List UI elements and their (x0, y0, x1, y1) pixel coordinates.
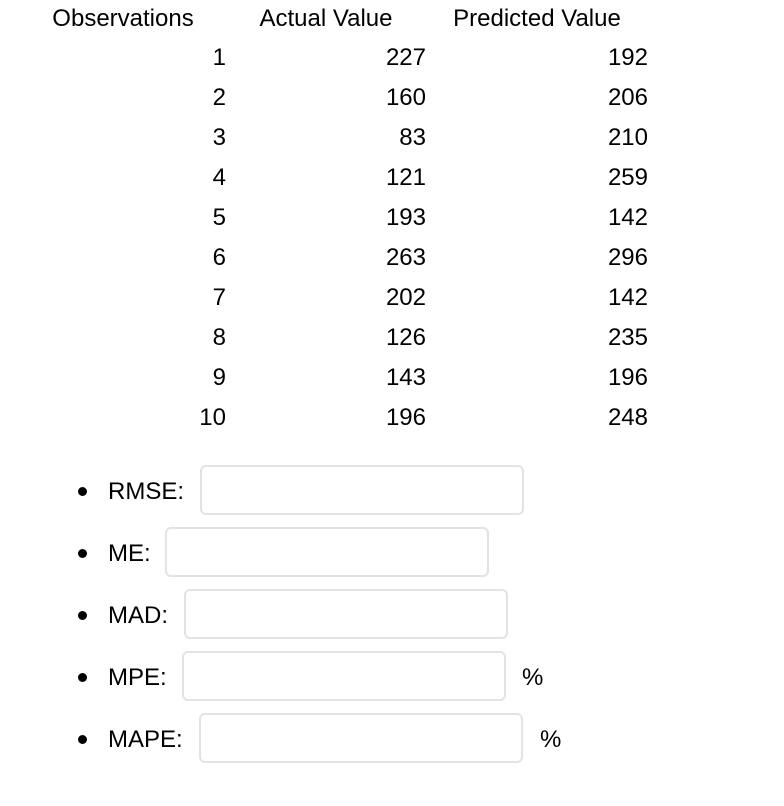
predicted-value: 248 (607, 404, 648, 431)
table-row (20, 118, 648, 158)
observation-number: 10 (199, 404, 226, 431)
mad-input[interactable] (184, 589, 508, 639)
predicted-value: 196 (607, 364, 648, 391)
actual-value: 263 (385, 244, 426, 271)
mpe-percent-unit: % (522, 664, 544, 691)
observation-number: 5 (212, 204, 226, 231)
actual-value: 196 (385, 404, 426, 431)
column-header-actual-value: Actual Value (259, 5, 393, 32)
mpe-label: MPE: (108, 664, 167, 691)
table-row (20, 398, 648, 438)
table-row (20, 318, 648, 358)
actual-value: 193 (385, 204, 426, 231)
observation-number: 9 (212, 364, 226, 391)
predicted-value: 142 (607, 204, 648, 231)
observations-table (20, 0, 648, 438)
mape-input[interactable] (199, 713, 523, 763)
mape-label: MAPE: (108, 726, 183, 753)
observation-number: 8 (212, 324, 226, 351)
observation-number: 6 (212, 244, 226, 271)
rmse-label: RMSE: (108, 478, 185, 505)
predicted-value: 235 (607, 324, 648, 351)
bullet-icon (78, 487, 87, 496)
predicted-value: 210 (607, 124, 648, 151)
table-row (20, 278, 648, 318)
predicted-value: 259 (607, 164, 648, 191)
actual-value: 143 (385, 364, 426, 391)
table-row (20, 358, 648, 398)
actual-value: 160 (385, 84, 426, 111)
actual-value: 83 (399, 124, 426, 151)
mape-percent-unit: % (540, 726, 562, 753)
mad-label: MAD: (108, 602, 168, 629)
column-header-observations: Observations (52, 5, 194, 32)
mpe-input[interactable] (182, 651, 506, 701)
observation-number: 3 (212, 124, 226, 151)
observation-number: 4 (212, 164, 226, 191)
actual-value: 121 (385, 164, 426, 191)
actual-value: 227 (385, 44, 426, 71)
table-row (20, 158, 648, 198)
observation-number: 7 (212, 284, 226, 311)
actual-value: 126 (385, 324, 426, 351)
bullet-icon (78, 673, 87, 682)
bullet-icon (78, 735, 87, 744)
table-row (20, 38, 648, 78)
me-input[interactable] (165, 527, 489, 577)
bullet-icon (78, 549, 87, 558)
predicted-value: 296 (607, 244, 648, 271)
table-row (20, 198, 648, 238)
predicted-value: 192 (607, 44, 648, 71)
actual-value: 202 (385, 284, 426, 311)
table-row (20, 78, 648, 118)
observation-number: 1 (212, 44, 226, 71)
rmse-input[interactable] (200, 465, 524, 515)
table-row (20, 238, 648, 278)
predicted-value: 206 (607, 84, 648, 111)
observation-number: 2 (212, 84, 226, 111)
me-label: ME: (108, 540, 151, 567)
column-header-predicted-value: Predicted Value (453, 5, 621, 32)
bullet-icon (78, 611, 87, 620)
predicted-value: 142 (607, 284, 648, 311)
table-header-row (20, 0, 648, 38)
